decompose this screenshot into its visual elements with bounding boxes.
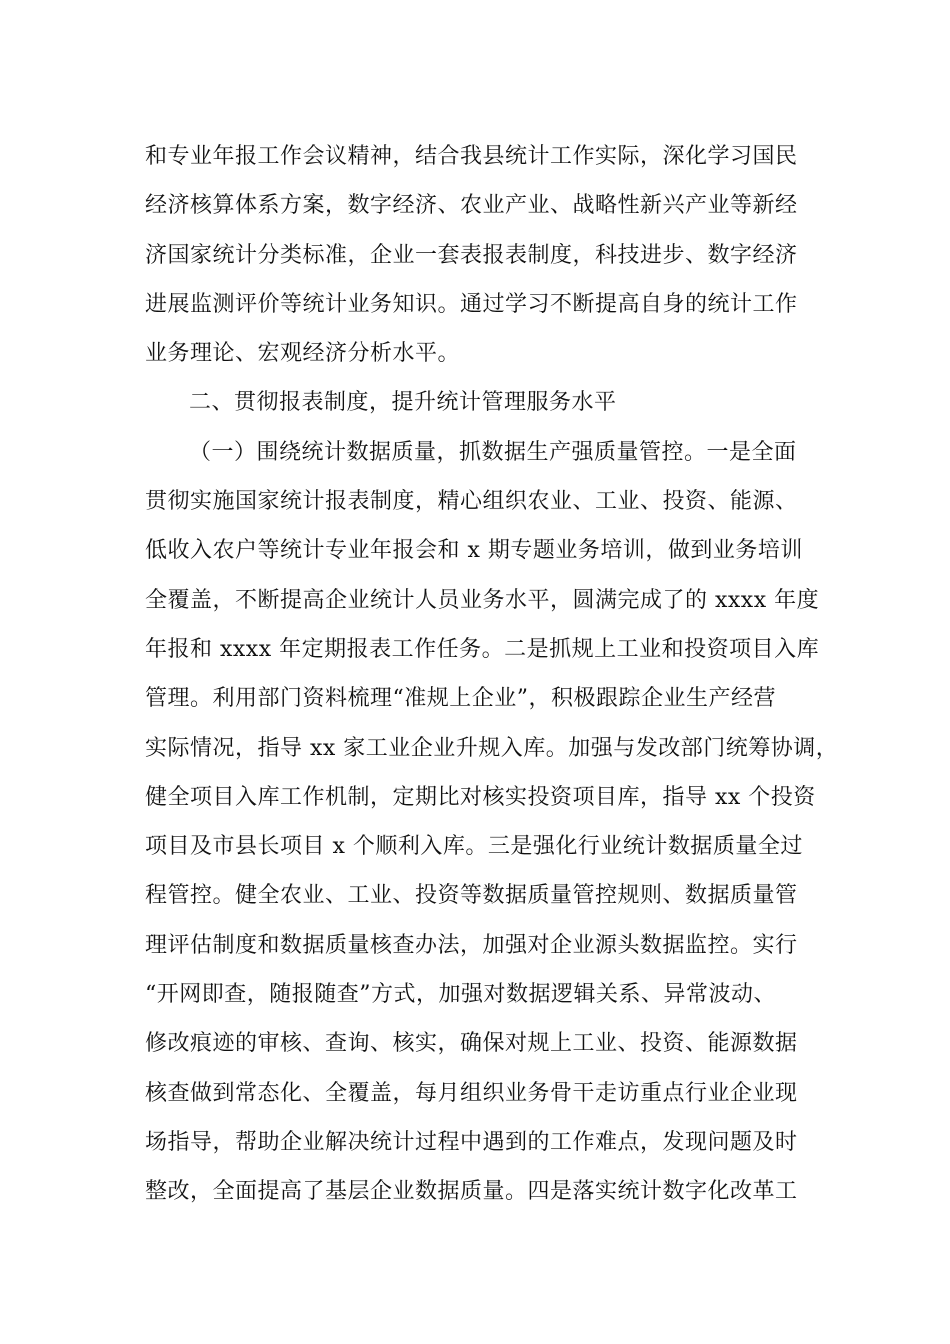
text-line: 管理。利用部门资料梳理“准规上企业”，积极跟踪企业生产经营	[145, 686, 776, 712]
text-line: 经济核算体系方案，数字经济、农业产业、战略性新兴产业等新经	[145, 193, 798, 219]
text-line: （一）围绕统计数据质量，抓数据生产强质量管控。一是全面	[189, 439, 797, 465]
text-line: 实际情况，指导 xx 家工业企业升规入库。加强与发改部门统筹协调，	[145, 735, 839, 761]
text-line: 核查做到常态化、全覆盖，每月组织业务骨干走访重点行业企业现	[145, 1080, 798, 1106]
text-line: 二、贯彻报表制度，提升统计管理服务水平	[189, 390, 617, 416]
text-line: “开网即查，随报随查”方式，加强对数据逻辑关系、异常波动、	[145, 982, 776, 1008]
text-line: 场指导，帮助企业解决统计过程中遇到的工作难点，发现问题及时	[145, 1129, 798, 1155]
text-line: 业务理论、宏观经济分析水平。	[145, 341, 461, 367]
text-line: 整改，全面提高了基层企业数据质量。四是落实统计数字化改革工	[145, 1179, 798, 1205]
text-line: 和专业年报工作会议精神，结合我县统计工作实际，深化学习国民	[145, 144, 798, 169]
text-line: 理评估制度和数据质量核查办法，加强对企业源头数据监控。实行	[145, 932, 798, 958]
text-line: 年报和 xxxx 年定期报表工作任务。二是抓规上工业和投资项目入库	[145, 636, 820, 662]
text-line: 贯彻实施国家统计报表制度，精心组织农业、工业、投资、能源、	[145, 489, 798, 515]
text-line: 全覆盖，不断提高企业统计人员业务水平，圆满完成了的 xxxx 年度	[145, 587, 820, 613]
text-line: 低收入农户等统计专业年报会和 x 期专题业务培训，做到业务培训	[145, 538, 803, 564]
text-line: 程管控。健全农业、工业、投资等数据质量管控规则、数据质量管	[145, 883, 798, 909]
text-line: 修改痕迹的审核、查询、核实，确保对规上工业、投资、能源数据	[145, 1031, 798, 1057]
text-line: 济国家统计分类标准，企业一套表报表制度，科技进步、数字经济	[145, 242, 798, 268]
document-body	[145, 132, 839, 1217]
text-line: 进展监测评价等统计业务知识。通过学习不断提高自身的统计工作	[145, 291, 798, 317]
text-line: 项目及市县长项目 x 个顺利入库。三是强化行业统计数据质量全过	[145, 834, 803, 860]
text-line: 健全项目入库工作机制，定期比对核实投资项目库，指导 xx 个投资	[145, 784, 816, 810]
